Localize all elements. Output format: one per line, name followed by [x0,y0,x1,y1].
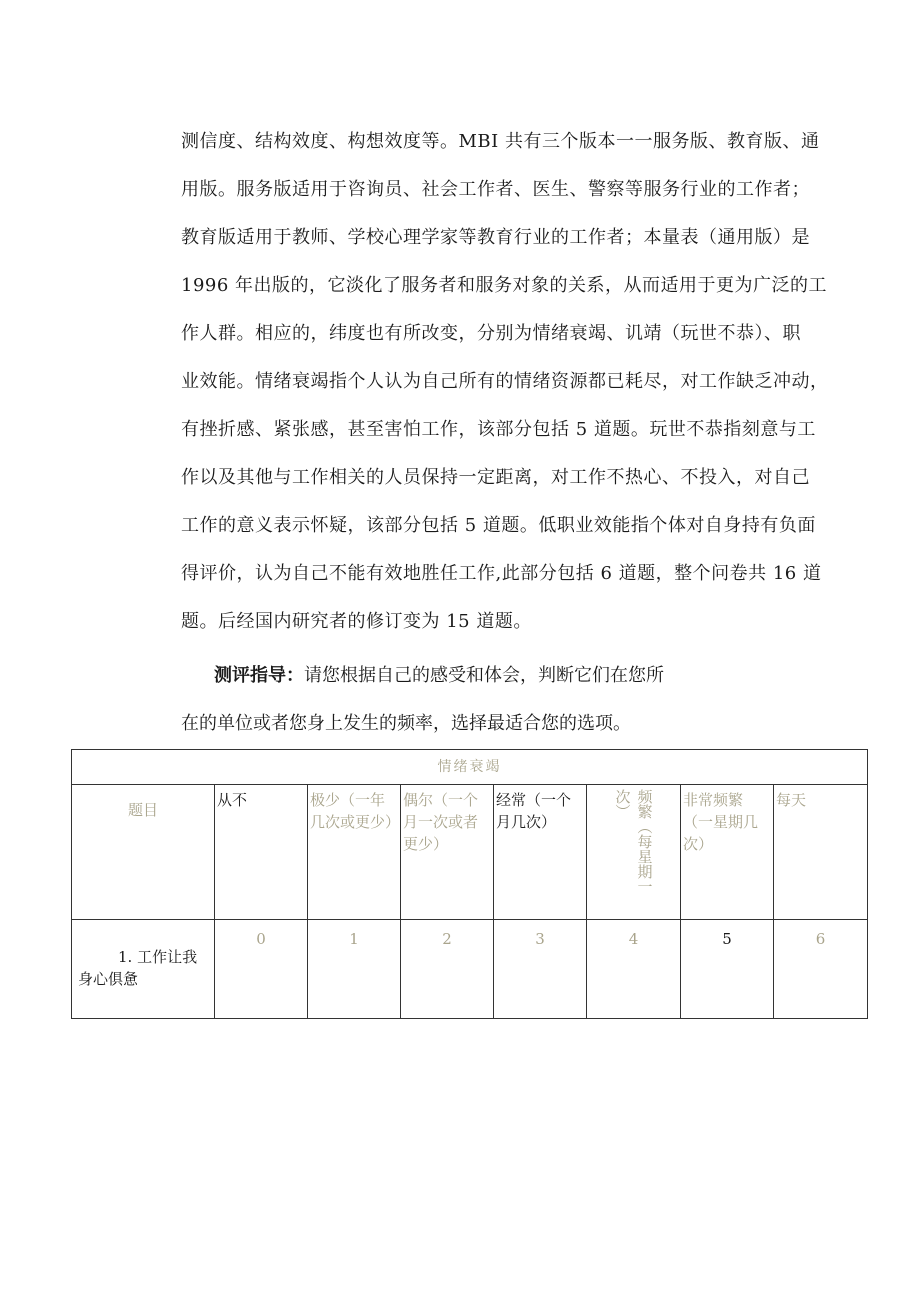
paragraph-line: 工作的意义表示怀疑，该部分包括 5 道题。低职业效能指个体对自身持有负面 [181,515,816,536]
score-option-0[interactable]: 0 [215,920,308,1019]
item-text: 1. 工作让我身心俱惫 [78,948,198,988]
paragraph-line: 1996 年出版的，它淡化了服务者和服务对象的关系，从而适用于更为广泛的工 [181,275,828,296]
paragraph-line: 有挫折感、紧张感，甚至害怕工作，该部分包括 5 道题。玩世不恭指刻意与工 [181,419,816,440]
score-option-3[interactable]: 3 [494,920,587,1019]
header-often: 经常（一个月几次） [494,785,587,920]
paragraph-line: 题。后经国内研究者的修订变为 15 道题。 [181,611,532,632]
paragraph-line: 测信度、结构效度、构想效度等。MBI 共有三个版本一一服务版、教育版、通 [181,131,820,152]
score-option-5[interactable]: 5 [681,920,774,1019]
paragraph-line: 教育版适用于教师、学校心理学家等教育行业的工作者；本量表（通用版）是 [181,227,810,248]
table-row [72,920,868,1019]
header-rarely: 极少（一年几次或更少） [308,785,401,920]
guide-text-2: 在的单位或者您身上发生的频率，选择最适合您的选项。 [181,713,631,734]
header-never: 从不 [215,785,308,920]
header-daily: 每天 [774,785,868,920]
score-option-4[interactable]: 4 [587,920,681,1019]
score-option-6[interactable]: 6 [774,920,868,1019]
intro-paragraph [181,118,871,646]
paragraph-line: 得评价，认为自己不能有效地胜任工作,此部分包括 6 道题，整个问卷共 16 道 [181,563,822,584]
emotional-exhaustion-table [71,749,868,1019]
header-very-frequent: 非常频繁（一星期几次） [681,785,774,920]
guide-text-1: 请您根据自己的感受和体会，判断它们在您所 [304,665,664,686]
score-option-2[interactable]: 2 [401,920,494,1019]
header-frequent-cell [587,785,681,920]
item-cell [72,920,215,1019]
guide-line-1 [181,652,871,700]
header-occasionally: 偶尔（一个月一次或者更少） [401,785,494,920]
paragraph-line: 业效能。情绪衰竭指个人认为自己所有的情绪资源都已耗尽，对工作缺乏冲动， [181,371,829,392]
guide-heading: 测评指导： [214,665,304,686]
paragraph-line: 作人群。相应的，纬度也有所改变，分别为情绪衰竭、讥靖（玩世不恭）、职 [181,323,801,344]
table-header-row [72,785,868,920]
paragraph-line: 作以及其他与工作相关的人员保持一定距离，对工作不热心、不投入，对自己 [181,467,810,488]
header-topic: 题目 [72,785,215,920]
header-frequent: 频繁（每星期一次） [613,789,654,894]
table-title: 情绪衰竭 [72,750,868,785]
paragraph-line: 用版。服务版适用于咨询员、社会工作者、医生、警察等服务行业的工作者； [181,179,810,200]
assessment-guide [181,652,871,748]
score-option-1[interactable]: 1 [308,920,401,1019]
